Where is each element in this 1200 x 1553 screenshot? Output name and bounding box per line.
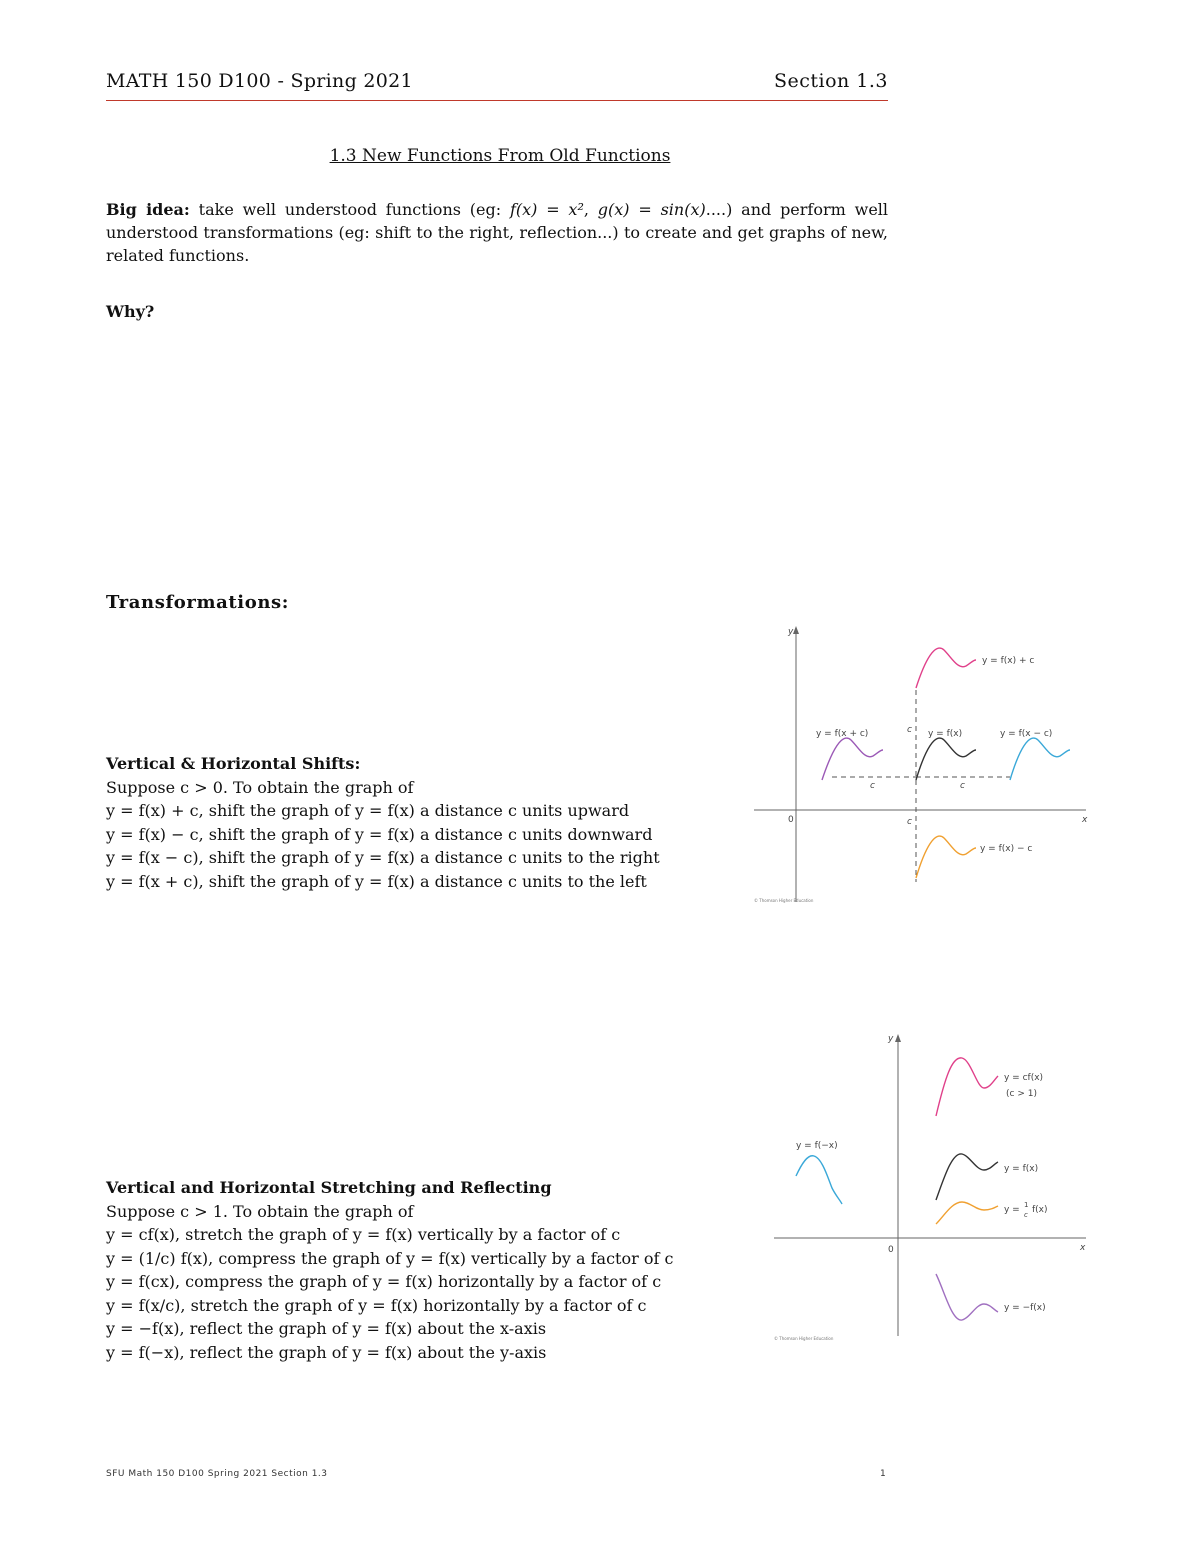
- shift-rule: y = f(x + c), shift the graph of y = f(x) a distance c units to the left: [106, 871, 647, 891]
- stretch-heading: Vertical and Horizontal Stretching and Reflecting: [106, 1178, 552, 1197]
- label-c: c: [907, 725, 912, 735]
- y-axis-label: y: [888, 1034, 894, 1044]
- label-compress-suffix: f(x): [1032, 1205, 1048, 1215]
- label-shift-right: y = f(x − c): [1000, 729, 1053, 739]
- why-heading: Why?: [106, 302, 155, 321]
- stretch-intro: Suppose c > 1. To obtain the graph of: [106, 1201, 414, 1221]
- y-axis-label: y: [788, 627, 794, 637]
- stretch-figure: [770, 1028, 1095, 1348]
- big-idea-paragraph: Big idea: take well understood functions (eg: f(x) = x², g(x) = sin(x)....) and perform well understood transformations (eg: shift to the right, reflection...) to create and get graphs of new, related functions.: [106, 200, 889, 265]
- footer-text: SFU Math 150 D100 Spring 2021 Section 1.3: [106, 1469, 328, 1479]
- figure-credit: © Thomson Higher Education: [774, 1336, 834, 1341]
- equation-f: f(x) = x²: [509, 200, 584, 219]
- page-number: 1: [880, 1469, 886, 1479]
- label-c: c: [870, 781, 875, 791]
- page-header: [106, 70, 888, 101]
- curve-shift-up: [916, 648, 976, 688]
- label-stretch-condition: (c > 1): [1006, 1089, 1037, 1099]
- stretch-rule: y = f(−x), reflect the graph of y = f(x) about the y-axis: [106, 1342, 547, 1362]
- label-shift-down: y = f(x) − c: [980, 844, 1033, 854]
- figure-credit: © Thomson Higher Education: [754, 898, 814, 903]
- label-c: c: [907, 817, 912, 827]
- shift-rule: y = f(x) − c, shift the graph of y = f(x) a distance c units downward: [106, 824, 653, 844]
- curve-original: [936, 1154, 998, 1200]
- curve-vertical-compress: [936, 1202, 998, 1224]
- x-axis-label: x: [1082, 815, 1088, 825]
- curve-vertical-stretch: [936, 1058, 998, 1116]
- stretch-rule: y = cf(x), stretch the graph of y = f(x) vertically by a factor of c: [106, 1225, 621, 1244]
- label-reflect-x: y = −f(x): [1004, 1303, 1046, 1313]
- label-original: y = f(x): [928, 729, 963, 739]
- big-idea-label: Big idea:: [106, 200, 190, 219]
- curve-original: [916, 738, 976, 780]
- y-axis-arrow: [793, 626, 799, 634]
- curve-reflect-x: [936, 1274, 998, 1320]
- stretch-section: [106, 1176, 673, 1364]
- label-shift-up: y = f(x) + c: [982, 656, 1035, 666]
- stretch-rule: y = f(cx), compress the graph of y = f(x) horizontally by a factor of c: [106, 1272, 662, 1291]
- page-title: 1.3 New Functions From Old Functions: [329, 146, 671, 166]
- label-vertical-stretch: y = cf(x): [1004, 1073, 1044, 1083]
- curve-shift-left: [822, 738, 883, 780]
- label-compress-numerator: 1: [1024, 1201, 1029, 1209]
- stretch-rule: y = f(x/c), stretch the graph of y = f(x) horizontally by a factor of c: [106, 1295, 647, 1315]
- shifts-section: [106, 752, 660, 893]
- equation-g: g(x) = sin(x): [597, 200, 706, 219]
- curve-shift-right: [1010, 738, 1070, 780]
- label-c: c: [960, 781, 965, 791]
- label-compress-prefix: y =: [1004, 1205, 1020, 1215]
- transformations-heading: Transformations:: [106, 592, 290, 613]
- shift-rule: y = f(x) + c, shift the graph of y = f(x) a distance c units upward: [106, 801, 630, 820]
- label-compress-denominator: c: [1024, 1211, 1028, 1219]
- label-shift-left: y = f(x + c): [816, 729, 869, 739]
- stretch-rule: y = −f(x), reflect the graph of y = f(x) about the x-axis: [106, 1319, 547, 1338]
- shifts-heading: Vertical & Horizontal Shifts:: [106, 754, 361, 773]
- course-title: MATH 150 D100 - Spring 2021: [106, 70, 413, 92]
- shifts-intro: Suppose c > 0. To obtain the graph of: [106, 777, 414, 797]
- origin-label: 0: [888, 1245, 894, 1255]
- x-axis-label: x: [1080, 1243, 1086, 1253]
- label-original: y = f(x): [1004, 1164, 1039, 1174]
- label-reflect-y: y = f(−x): [796, 1141, 838, 1151]
- section-title: Section 1.3: [773, 70, 888, 92]
- curve-reflect-y: [796, 1156, 842, 1204]
- curve-shift-down: [916, 836, 976, 878]
- shift-figure: [750, 620, 1095, 910]
- y-axis-arrow: [895, 1034, 901, 1042]
- stretch-rule: y = (1/c) f(x), compress the graph of y = f(x) vertically by a factor of c: [106, 1248, 674, 1268]
- shift-rule: y = f(x − c), shift the graph of y = f(x) a distance c units to the right: [106, 848, 660, 867]
- origin-label: 0: [788, 815, 794, 825]
